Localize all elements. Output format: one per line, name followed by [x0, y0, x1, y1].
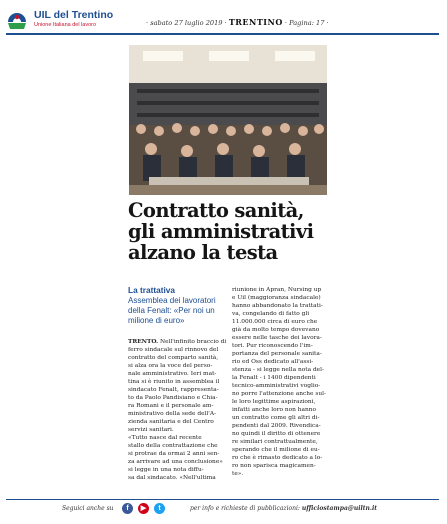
- column-line: rio ed Oss dedicato all'assi-: [232, 359, 314, 365]
- column-line: za arrivare ad una conclusione»: [128, 459, 223, 465]
- org-subtitle: Unione Italiana del lavoro: [34, 22, 97, 28]
- page-number: · Pagina: 17 ·: [284, 19, 329, 27]
- footer-info-label: per info e richieste di pubblicazioni:: [190, 505, 300, 512]
- column-line: sa dal sindacato. «Nell'ultima: [128, 475, 216, 481]
- column-line: no quindi il diritto di ottenere: [232, 431, 321, 437]
- column-line: sindacato Fenalt, rappresenta-: [128, 387, 219, 393]
- kicker: La trattativa: [128, 285, 176, 295]
- column-line: servizi sanitari.: [128, 427, 174, 433]
- column-line: va, congelando di fatto gli: [232, 311, 310, 317]
- column-line: stenza - si legge nella nota del-: [232, 367, 324, 373]
- column-line: contratto del comparto sanità,: [128, 355, 219, 361]
- org-name: UIL del Trentino: [34, 9, 114, 21]
- column-line: riunione in Apran, Nursing up: [232, 287, 322, 293]
- dateline: TRENTO.: [128, 339, 159, 345]
- column-line: ra Romani e il personale am-: [128, 403, 214, 409]
- issue-date: · sabato 27 luglio 2019 ·: [146, 19, 227, 27]
- column-line: «Tutto nasce dal recente: [128, 435, 202, 441]
- column-line: tina si è riunito in assemblea il: [128, 379, 220, 385]
- column-line: stallo della contrattazione che: [128, 443, 218, 449]
- uil-logo: [6, 10, 28, 30]
- headline: [128, 200, 348, 263]
- column-line: già da molto tempo dovevano: [232, 327, 320, 333]
- column-line: pendenti dal 2009. Rivendica-: [232, 423, 321, 429]
- article-column-2: [232, 286, 330, 478]
- column-line: re similari contrattualmente,: [232, 439, 318, 445]
- column-line: si alza ora la voce del perso-: [128, 363, 213, 369]
- column-line: to da Paolo Pandisiano e Chia-: [128, 395, 218, 401]
- footer-info: [190, 505, 377, 512]
- column-line: 11.000.000 circa di euro che: [232, 319, 318, 325]
- headline-line: Contratto sanità,: [128, 199, 304, 222]
- column-line: ministrativo della sede dell'A-: [128, 411, 217, 417]
- column-line: no porre l'attenzione anche sul-: [232, 391, 326, 397]
- article-column-1: [128, 338, 238, 482]
- subhead-line: Assemblea dei lavoratori: [128, 296, 216, 305]
- column-line: te».: [232, 471, 244, 477]
- column-line: hanno abbandonato la trattati-: [232, 303, 323, 309]
- column-line: nale amministrativo. Ieri mat-: [128, 371, 217, 377]
- column-line: portanza del personale sanita-: [232, 351, 322, 357]
- column-line: le loro legittime aspirazioni,: [232, 399, 316, 405]
- column-line: sperando che il milione di eu-: [232, 447, 320, 453]
- column-line: la Fenalt - i 1400 dipendenti: [232, 375, 316, 381]
- footer-divider: [6, 499, 439, 500]
- facebook-icon[interactable]: f: [122, 503, 133, 514]
- column-line: infatti anche loro non hanno: [232, 407, 317, 413]
- column-line: essere nelle tasche dei lavora-: [232, 335, 322, 341]
- column-line: [128, 338, 238, 346]
- headline-line: gli amministrativi: [128, 220, 314, 243]
- header-divider: [6, 33, 439, 35]
- section-name: TRENTINO: [228, 17, 283, 27]
- assembly-photo: [129, 45, 327, 195]
- column-line: si legge in una nota diffu-: [128, 467, 204, 473]
- column-line-text: Nell'infinito braccio di: [160, 339, 227, 345]
- subhead-line: della Fenalt: «Per noi un: [128, 306, 215, 315]
- youtube-icon[interactable]: ▶: [138, 503, 149, 514]
- follow-us-label: Seguici anche su: [62, 505, 114, 512]
- column-line: si protrae da ormai 2 anni sen-: [128, 451, 220, 457]
- column-line: ro non sparisca magicamen-: [232, 463, 316, 469]
- subhead-line: milione di euro»: [128, 316, 185, 325]
- column-line: ro che è rimasto dedicato a lo-: [232, 455, 323, 461]
- press-email-link[interactable]: ufficiostampa@uiltn.it: [301, 505, 378, 512]
- column-line: zienda sanitaria e del Centro: [128, 419, 214, 425]
- twitter-icon[interactable]: t: [154, 503, 165, 514]
- issue-meta: [146, 17, 329, 27]
- column-line: un contratto come gli altri di-: [232, 415, 320, 421]
- column-line: tori. Pur riconoscendo l'im-: [232, 343, 313, 349]
- column-line: e Uil (maggioranza sindacale): [232, 295, 321, 301]
- column-line: ferro sindacale sul rinnovo del: [128, 347, 219, 353]
- column-line: tecnico-amministrativi voglio-: [232, 383, 321, 389]
- headline-line: alzano la testa: [128, 241, 278, 264]
